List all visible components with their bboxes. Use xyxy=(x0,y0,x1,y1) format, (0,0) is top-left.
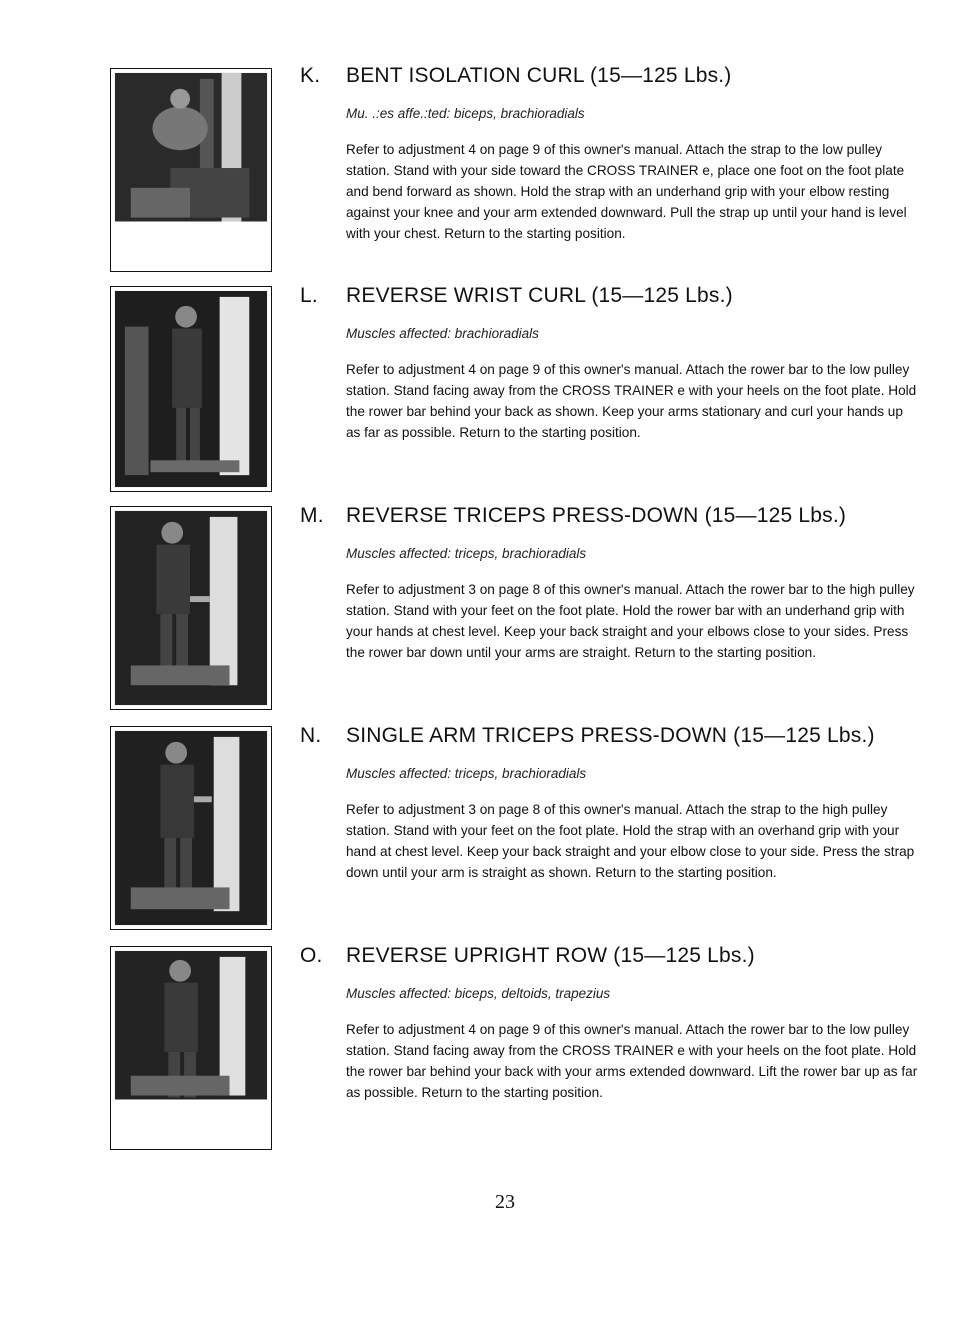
section-title: REVERSE WRIST CURL (15—125 Lbs.) xyxy=(346,284,733,307)
exercise-photo-n xyxy=(110,726,272,930)
exercise-photo-k xyxy=(110,68,272,272)
section-title: REVERSE UPRIGHT ROW (15—125 Lbs.) xyxy=(346,944,755,967)
muscles-affected: Muscles affected: triceps, brachioradials xyxy=(346,766,587,781)
muscles-affected: Muscles affected: biceps, deltoids, trapezius xyxy=(346,986,611,1001)
section-heading xyxy=(300,64,940,88)
instructions: Refer to adjustment 4 on page 9 of this owner's manual. Attach the rower bar to the low pulley station. Stand facing away from the CROSS TRAINER e with your heels on the foot plate. Hold the rower bar behind your back as shown. Keep your arms stationary and curl your hands up as far as possible. Return to the starting position. xyxy=(346,362,917,440)
section-title: REVERSE TRICEPS PRESS-DOWN (15—125 Lbs.) xyxy=(346,504,847,527)
section-letter: O. xyxy=(300,944,323,967)
exercise-photo-l xyxy=(110,286,272,492)
section-heading xyxy=(300,724,940,748)
muscles-affected: Muscles affected: brachioradials xyxy=(346,326,539,341)
muscles-affected: Muscles affected: triceps, brachioradials xyxy=(346,546,587,561)
page-number: 23 xyxy=(495,1191,515,1213)
section-heading xyxy=(300,504,940,528)
exercise-section-k xyxy=(300,64,940,244)
section-title: SINGLE ARM TRICEPS PRESS-DOWN (15—125 Lbs.) xyxy=(346,724,875,747)
exercise-section-o xyxy=(300,944,940,1103)
instructions: Refer to adjustment 3 on page 8 of this owner's manual. Attach the rower bar to the high pulley station. Stand with your feet on the foot plate. Hold the rower bar with an underhand grip with your hands at chest level. Keep your back straight and your elbows close to your sides. Press the rower bar down until your arms are straight. Return to the starting position. xyxy=(346,582,915,660)
instructions: Refer to adjustment 3 on page 8 of this owner's manual. Attach the strap to the high pulley station. Stand with your feet on the foot plate. Hold the strap with an overhand grip with your hand at chest level. Keep your back straight and your elbow close to your side. Press the strap down until your arm is straight as shown. Return to the starting position. xyxy=(346,802,915,880)
section-heading xyxy=(300,284,940,308)
section-letter: M. xyxy=(300,504,324,527)
exercise-photo-m xyxy=(110,506,272,710)
section-title: BENT ISOLATION CURL (15—125 Lbs.) xyxy=(346,64,732,87)
exercise-section-m xyxy=(300,504,940,663)
instructions: Refer to adjustment 4 on page 9 of this owner's manual. Attach the rower bar to the low pulley station. Stand facing away from the CROSS TRAINER e with your heels on the foot plate. Hold the rower bar behind your back with your arms extended downward. Lift the rower bar up as far as possible. Return to the starting position. xyxy=(346,1022,918,1100)
section-letter: N. xyxy=(300,724,322,747)
section-letter: L. xyxy=(300,284,318,307)
exercise-photo-o xyxy=(110,946,272,1150)
muscles-affected: Mu. .:es affe.:ted: biceps, brachioradials xyxy=(346,106,585,121)
section-letter: K. xyxy=(300,64,321,87)
exercise-section-l xyxy=(300,284,940,443)
exercise-section-n xyxy=(300,724,940,883)
section-heading xyxy=(300,944,940,968)
instructions: Refer to adjustment 4 on page 9 of this owner's manual. Attach the strap to the low pulley station. Stand with your side toward the CROSS TRAINER e, place one foot on the foot plate and bend forward as shown. Hold the strap with an underhand grip with your elbow resting against your knee and your arm extended downward. Pull the strap up until your hand is level with your chest. Return to the starting position. xyxy=(346,142,907,241)
